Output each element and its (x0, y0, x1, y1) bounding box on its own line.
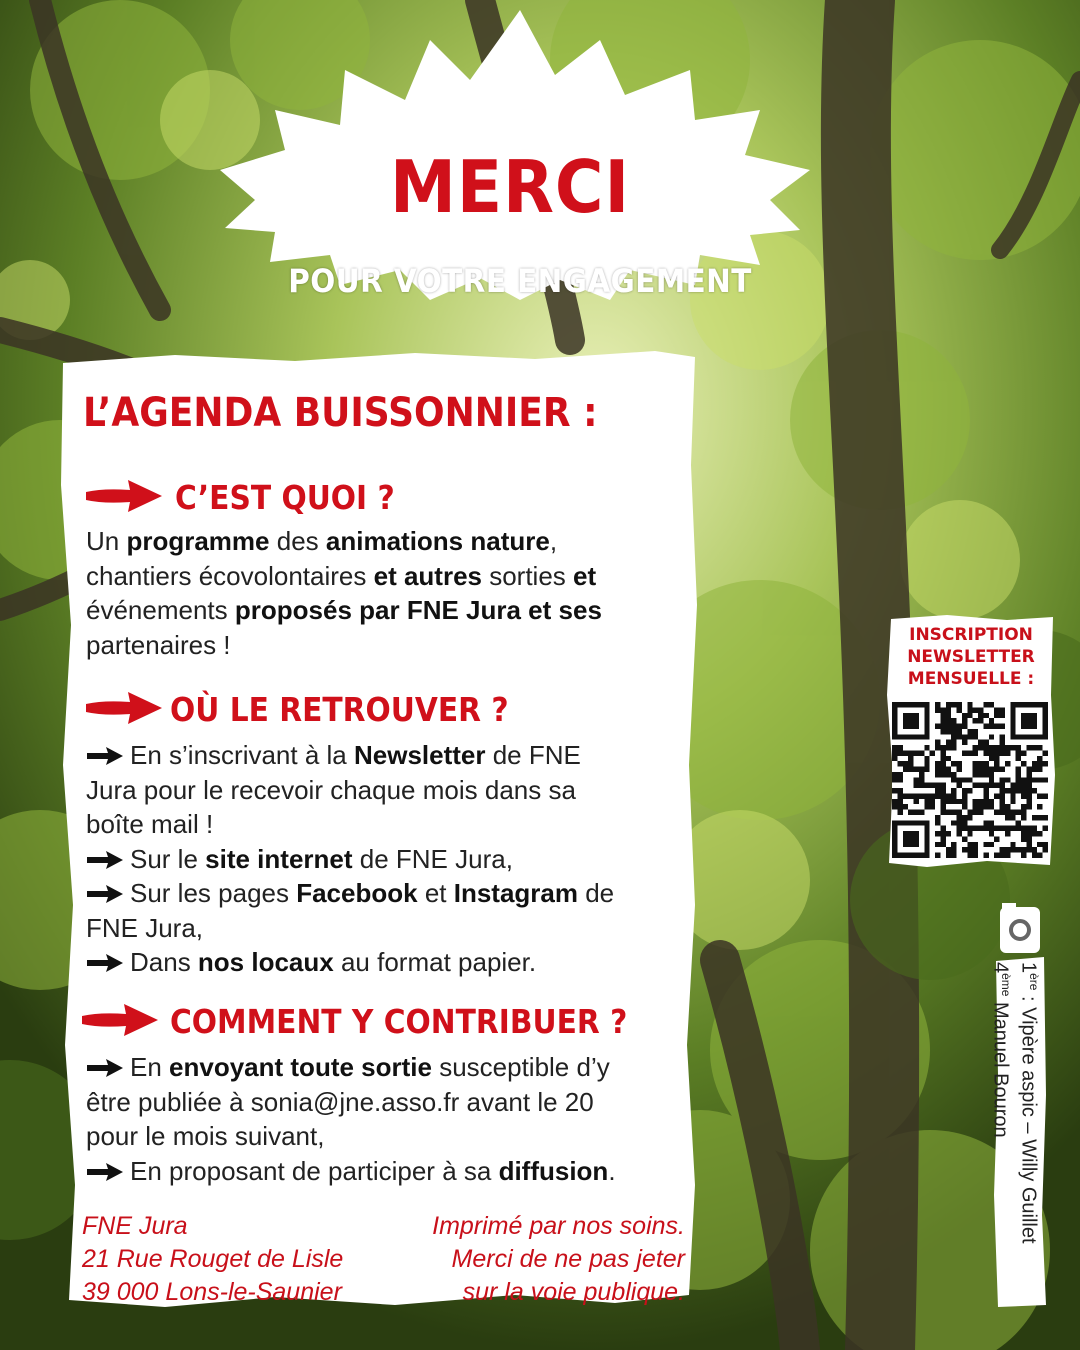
arrow-right-icon (84, 480, 164, 512)
text-line: partenaires ! (86, 629, 231, 660)
text-line: Un programme des animations nature, (86, 526, 558, 556)
newsletter-label-line: MENSUELLE : (907, 669, 1035, 689)
newsletter-label-line: INSCRIPTION (909, 625, 1033, 645)
section-list-ou-le-retrouver (86, 738, 686, 980)
credit-line-1: 1ère : Vipère aspic – Willy Guillet (1017, 962, 1041, 1244)
text-line: Sur les pages Facebook et Instagram de (86, 876, 686, 911)
newsletter-label (890, 624, 1052, 690)
qr-code[interactable] (892, 702, 1048, 858)
arrow-right-icon (86, 1059, 124, 1077)
notice-line: Merci de ne pas jeter (451, 1245, 685, 1273)
arrow-right-icon (84, 692, 164, 724)
address-block (82, 1210, 343, 1309)
photo-credits (990, 962, 1045, 1312)
section-list-comment-y-contribuer (86, 1050, 686, 1188)
text-line: chantiers écovolontaires et autres sorties et (86, 560, 597, 591)
arrow-right-icon (86, 1163, 124, 1181)
address-line: 39 000 Lons-le-Saunier (82, 1278, 342, 1306)
text-line: En proposant de participer à sa diffusion. (86, 1154, 686, 1189)
text-line: être publiée à sonia@jne.asso.fr avant le 20 (86, 1086, 594, 1117)
arrow-right-icon (86, 747, 124, 765)
text-line: pour le mois suivant, (86, 1121, 325, 1151)
section-heading-cest-quoi: C’EST QUOI ? (175, 478, 395, 517)
address-line: FNE Jura (82, 1212, 188, 1240)
merci-title: MERCI (389, 145, 631, 229)
arrow-right-icon (86, 851, 124, 869)
newsletter-label-line: NEWSLETTER (907, 647, 1035, 667)
text-line: Sur le site internet de FNE Jura, (86, 842, 686, 877)
credit-line-2: 4ème Manuel Bouron (989, 962, 1014, 1138)
text-line: Jura pour le recevoir chaque mois dans sa (86, 774, 576, 805)
arrow-right-icon (86, 885, 124, 903)
section-heading-ou-le-retrouver: OÙ LE RETROUVER ? (170, 690, 509, 729)
arrow-right-icon (86, 954, 124, 972)
section-text-cest-quoi (86, 524, 686, 662)
address-line: 21 Rue Rouget de Lisle (82, 1245, 344, 1273)
text-line: Dans nos locaux au format papier. (86, 945, 686, 980)
camera-icon (1000, 903, 1040, 953)
text-line: En s’inscrivant à la Newsletter de FNE (86, 738, 686, 773)
section-heading-comment-y-contribuer: COMMENT Y CONTRIBUER ? (170, 1002, 628, 1041)
print-notice (385, 1210, 685, 1309)
text-line: événements proposés par FNE Jura et ses (86, 595, 602, 625)
text-line: boîte mail ! (86, 809, 214, 839)
arrow-right-icon (80, 1004, 160, 1036)
notice-line: Imprimé par nos soins. (432, 1212, 685, 1240)
engagement-subtitle: POUR VOTRE ENGAGEMENT (288, 262, 752, 300)
text-line: En envoyant toute sortie susceptible d’y (86, 1050, 686, 1085)
text-line: FNE Jura, (86, 912, 204, 943)
agenda-title: L’AGENDA BUISSONNIER : (83, 390, 598, 436)
notice-line: sur la voie publique. (462, 1278, 685, 1306)
